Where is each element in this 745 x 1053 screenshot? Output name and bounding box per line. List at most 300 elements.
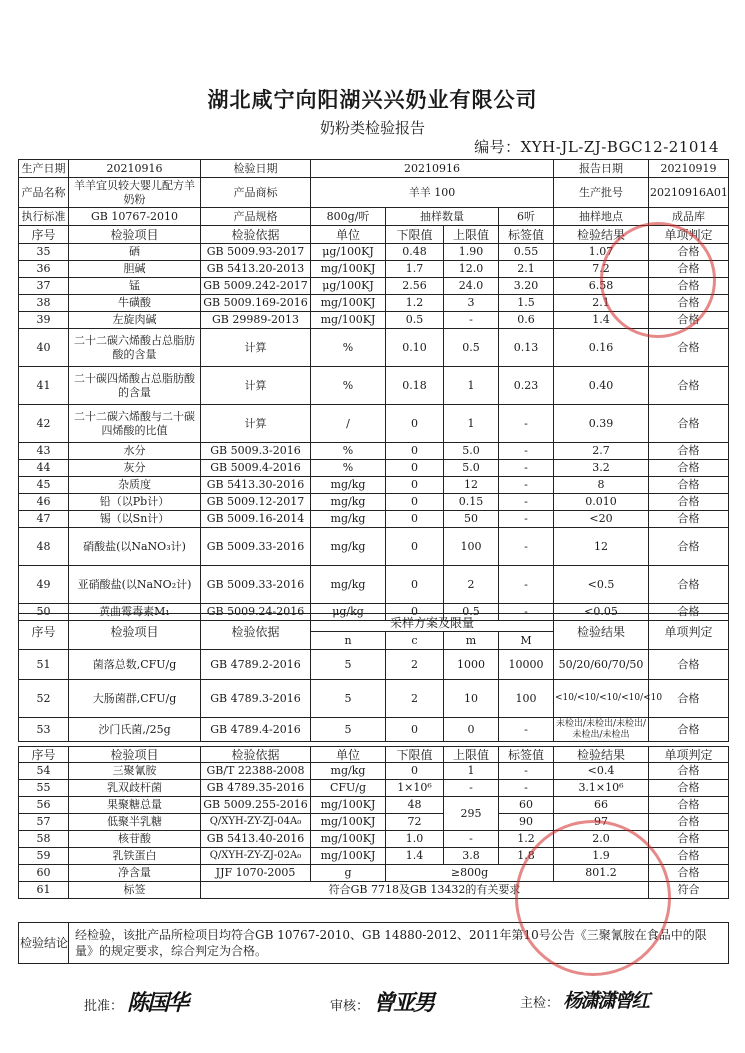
row-item: 菌落总数,CFU/g: [69, 650, 201, 680]
row-unit: %: [311, 460, 386, 477]
table-row: [19, 460, 729, 477]
row-label: -: [499, 528, 554, 566]
col-no: 序号: [19, 226, 69, 244]
table-row: [19, 566, 729, 604]
micro-rows: [19, 650, 729, 742]
row-verdict: 合格: [649, 443, 729, 460]
row-upper: 12.0: [444, 261, 499, 278]
row-item: 大肠菌群,CFU/g: [69, 680, 201, 718]
row-label: -: [499, 763, 554, 780]
row-upper: 5.0: [444, 443, 499, 460]
row-verdict: 合格: [649, 528, 729, 566]
row-basis: GB 5009.33-2016: [201, 528, 311, 566]
row-c: 0: [386, 718, 444, 742]
table-row: [19, 477, 729, 494]
row-item: 灰分: [69, 460, 201, 477]
review-signature: 曾亚男: [373, 990, 434, 1016]
info-row-2: [19, 178, 729, 208]
row-item: 核苷酸: [69, 831, 201, 848]
row-no: 56: [19, 797, 69, 814]
test-block: [520, 986, 648, 1013]
micro-header-1: [19, 614, 729, 632]
row-label: 90: [499, 814, 554, 831]
row-no: 57: [19, 814, 69, 831]
row-m: 10: [444, 680, 499, 718]
row-result: 1.07: [554, 244, 649, 261]
row-verdict: 合格: [649, 780, 729, 797]
col-label: 标签值: [499, 747, 554, 763]
table-row: [19, 831, 729, 848]
row-item: 铅（以Pb计）: [69, 494, 201, 511]
row-basis: GB 5009.24-2016: [201, 604, 311, 621]
row-upper: 24.0: [444, 278, 499, 295]
row-item: 净含量: [69, 865, 201, 882]
row-label: -: [499, 460, 554, 477]
row-unit: μg/kg: [311, 604, 386, 621]
row-upper: 1: [444, 367, 499, 405]
row-result: <10/<10/<10/<10/<10: [554, 680, 649, 718]
row-verdict: 合格: [649, 650, 729, 680]
row-basis: GB 5009.242-2017: [201, 278, 311, 295]
row-no: 45: [19, 477, 69, 494]
row-lower: 0: [386, 494, 444, 511]
micro-col-item: 检验项目: [69, 614, 201, 650]
row-result: 2.1: [554, 295, 649, 312]
row-lower: 0: [386, 528, 444, 566]
row-unit: μg/100KJ: [311, 244, 386, 261]
row-item: 标签: [69, 882, 201, 899]
col-unit: 单位: [311, 226, 386, 244]
row-lower: 0.10: [386, 329, 444, 367]
row-unit: mg/100KJ: [311, 848, 386, 865]
row-basis: GB 5009.33-2016: [201, 566, 311, 604]
row-upper: 0.15: [444, 494, 499, 511]
row-limit: ≥800g: [386, 865, 554, 882]
row-basis: GB 5413.20-2013: [201, 261, 311, 278]
row-verdict: 合格: [649, 718, 729, 742]
row-item: 锡（以Sn计）: [69, 511, 201, 528]
prod-date-label: 生产日期: [19, 160, 69, 178]
row-lower: 0: [386, 604, 444, 621]
row-M: 100: [499, 680, 554, 718]
row-unit: mg/100KJ: [311, 831, 386, 848]
row-upper: 0.5: [444, 604, 499, 621]
row-basis: GB 5413.40-2016: [201, 831, 311, 848]
row-upper: 0.5: [444, 329, 499, 367]
table-row: [19, 528, 729, 566]
row-lower: 0: [386, 460, 444, 477]
row-label: 0.13: [499, 329, 554, 367]
product-name: 羊羊宜贝较大婴儿配方羊奶粉: [69, 178, 201, 208]
row-no: 47: [19, 511, 69, 528]
table-row: [19, 680, 729, 718]
test-date: 20210916: [311, 160, 554, 178]
row-no: 52: [19, 680, 69, 718]
row-unit: mg/100KJ: [311, 312, 386, 329]
col-label: 标签值: [499, 226, 554, 244]
row-unit: mg/kg: [311, 494, 386, 511]
table-row: [19, 367, 729, 405]
row-lower: 0: [386, 763, 444, 780]
row-unit: mg/kg: [311, 566, 386, 604]
row-item: 二十二碳六烯酸占总脂肪酸的含量: [69, 329, 201, 367]
row-item: 二十二碳六烯酸与二十碳四烯酸的比值: [69, 405, 201, 443]
row-verdict: 合格: [649, 511, 729, 528]
spec-label: 产品规格: [201, 208, 311, 226]
sample-loc-label: 抽样地点: [554, 208, 649, 226]
col-upper: 上限值: [444, 747, 499, 763]
row-basis: GB 5413.30-2016: [201, 477, 311, 494]
row-M: 10000: [499, 650, 554, 680]
row-basis: GB 5009.12-2017: [201, 494, 311, 511]
test-label: 主检：: [520, 996, 560, 1011]
row-label: 0.55: [499, 244, 554, 261]
micro-col-m: m: [444, 632, 499, 650]
table-row: [19, 650, 729, 680]
row-basis: GB 29989-2013: [201, 312, 311, 329]
row-label: 1.2: [499, 831, 554, 848]
col-result: 检验结果: [554, 747, 649, 763]
row-result: 7.2: [554, 261, 649, 278]
standard-label: 执行标准: [19, 208, 69, 226]
row-result: 50/20/60/70/50: [554, 650, 649, 680]
row-item: 果聚糖总量: [69, 797, 201, 814]
row-verdict: 合格: [649, 763, 729, 780]
row-unit: mg/kg: [311, 511, 386, 528]
prod-date: 20210916: [69, 160, 201, 178]
col-basis: 检验依据: [201, 226, 311, 244]
row-M: -: [499, 718, 554, 742]
row-no: 49: [19, 566, 69, 604]
row-unit: mg/kg: [311, 763, 386, 780]
row-basis: JJF 1070-2005: [201, 865, 311, 882]
row-no: 38: [19, 295, 69, 312]
row-unit: mg/100KJ: [311, 261, 386, 278]
row-label: 2.1: [499, 261, 554, 278]
table-row: [19, 405, 729, 443]
row-no: 37: [19, 278, 69, 295]
test-rows: [19, 244, 729, 621]
row-verdict: 合格: [649, 405, 729, 443]
approve-label: 批准：: [84, 999, 124, 1014]
row-no: 35: [19, 244, 69, 261]
row-upper: 3: [444, 295, 499, 312]
row-lower: 0: [386, 477, 444, 494]
row-c: 2: [386, 650, 444, 680]
row-verdict: 合格: [649, 680, 729, 718]
col-upper: 上限值: [444, 226, 499, 244]
company-name: 湖北咸宁向阳湖兴兴奶业有限公司: [207, 88, 538, 112]
row-desc: 符合GB 7718及GB 13432的有关要求: [201, 882, 649, 899]
row-upper: -: [444, 831, 499, 848]
review-label: 审核：: [330, 999, 370, 1014]
row-lower: 1.4: [386, 848, 444, 865]
extra-items-table: [18, 746, 729, 899]
row-n: 5: [311, 650, 386, 680]
row-no: 36: [19, 261, 69, 278]
row-no: 53: [19, 718, 69, 742]
row-basis: GB 5009.255-2016: [201, 797, 311, 814]
row-unit: mg/100KJ: [311, 797, 386, 814]
row-lower: 1.7: [386, 261, 444, 278]
signature-row: [18, 958, 728, 1028]
row-lower: 1.0: [386, 831, 444, 848]
row-verdict: 合格: [649, 244, 729, 261]
row-lower: 0: [386, 511, 444, 528]
row-unit: %: [311, 329, 386, 367]
row-no: 40: [19, 329, 69, 367]
row-verdict: 合格: [649, 278, 729, 295]
row-label: 3.20: [499, 278, 554, 295]
micro-col-n: n: [311, 632, 386, 650]
row-upper: 2: [444, 566, 499, 604]
micro-col-verdict: 单项判定: [649, 614, 729, 650]
row-no: 58: [19, 831, 69, 848]
col-unit: 单位: [311, 747, 386, 763]
row-basis: Q/XYH-ZY-ZJ-04A₀: [201, 814, 311, 831]
row-c: 2: [386, 680, 444, 718]
row-lower: 0: [386, 405, 444, 443]
row-item: 三聚氰胺: [69, 763, 201, 780]
row-label: -: [499, 477, 554, 494]
row-result: 1.4: [554, 312, 649, 329]
sample-qty-label: 抽样数量: [386, 208, 499, 226]
row-result: <0.4: [554, 763, 649, 780]
row-basis: GB 4789.35-2016: [201, 780, 311, 797]
col-item: 检验项目: [69, 747, 201, 763]
row-basis: GB 4789.2-2016: [201, 650, 311, 680]
row-verdict: 合格: [649, 814, 729, 831]
row-label: 1.8: [499, 848, 554, 865]
col-lower: 下限值: [386, 747, 444, 763]
product-name-label: 产品名称: [19, 178, 69, 208]
table-row: [19, 443, 729, 460]
info-row-3: [19, 208, 729, 226]
row-result: 3.2: [554, 460, 649, 477]
col-lower: 下限值: [386, 226, 444, 244]
col-verdict: 单项判定: [649, 747, 729, 763]
row-unit: %: [311, 443, 386, 460]
row-label: -: [499, 780, 554, 797]
row-item: 黄曲霉毒素M₁: [69, 604, 201, 621]
row-result: 0.40: [554, 367, 649, 405]
row-item: 杂质度: [69, 477, 201, 494]
table-row: [19, 295, 729, 312]
table-row: [19, 780, 729, 797]
standard: GB 10767-2010: [69, 208, 201, 226]
row-basis: 计算: [201, 329, 311, 367]
micro-col-M: M: [499, 632, 554, 650]
col-no: 序号: [19, 747, 69, 763]
row-result: 801.2: [554, 865, 649, 882]
table-row: [19, 261, 729, 278]
micro-col-no: 序号: [19, 614, 69, 650]
row-upper: 5.0: [444, 460, 499, 477]
row-upper: 50: [444, 511, 499, 528]
row-basis: GB 5009.169-2016: [201, 295, 311, 312]
conclusion-label: 检验结论: [19, 923, 69, 964]
row-basis: 计算: [201, 405, 311, 443]
row-lower: 72: [386, 814, 444, 831]
table-row: [19, 329, 729, 367]
report-date-label: 报告日期: [554, 160, 649, 178]
brand: 羊羊 100: [311, 178, 554, 208]
row-verdict: 合格: [649, 367, 729, 405]
table-row: [19, 718, 729, 742]
row-result: 未检出/未检出/未检出/未检出/未检出: [554, 718, 649, 742]
row-unit: %: [311, 367, 386, 405]
row-m: 1000: [444, 650, 499, 680]
row-item: 硝酸盐(以NaNO₃计): [69, 528, 201, 566]
row-unit: mg/kg: [311, 477, 386, 494]
row-no: 39: [19, 312, 69, 329]
row-result: 1.9: [554, 848, 649, 865]
row-basis: 计算: [201, 367, 311, 405]
test-date-label: 检验日期: [201, 160, 311, 178]
row-label: -: [499, 511, 554, 528]
conclusion-text: 经检验，该批产品所检项目均符合GB 10767-2010、GB 14880-2012、2011年第10号公告《三聚氰胺在食品中的限量》的规定要求，综合判定为合格。: [69, 923, 729, 964]
row-verdict: 合格: [649, 831, 729, 848]
col-item: 检验项目: [69, 226, 201, 244]
row-verdict: 合格: [649, 865, 729, 882]
row-n: 5: [311, 718, 386, 742]
row-label: -: [499, 566, 554, 604]
row-lower: 0.18: [386, 367, 444, 405]
row-no: 48: [19, 528, 69, 566]
table-row: [19, 848, 729, 865]
row-unit: mg/100KJ: [311, 295, 386, 312]
row-verdict: 合格: [649, 329, 729, 367]
row-item: 牛磺酸: [69, 295, 201, 312]
table-row: [19, 511, 729, 528]
row-result: 12: [554, 528, 649, 566]
row-result: <20: [554, 511, 649, 528]
row-verdict: 合格: [649, 312, 729, 329]
info-and-test-table: [18, 159, 729, 621]
row-upper: 100: [444, 528, 499, 566]
row-result: <0.5: [554, 566, 649, 604]
row-basis: GB 5009.16-2014: [201, 511, 311, 528]
row-result: 2.7: [554, 443, 649, 460]
row-basis: GB 5009.93-2017: [201, 244, 311, 261]
row-lower: 0: [386, 566, 444, 604]
row-upper: 3.8: [444, 848, 499, 865]
row-result: 3.1×10⁶: [554, 780, 649, 797]
row-verdict: 合格: [649, 566, 729, 604]
row-verdict: 合格: [649, 494, 729, 511]
table-row: [19, 814, 729, 831]
row-basis: GB/T 22388-2008: [201, 763, 311, 780]
table-row: [19, 865, 729, 882]
row-no: 46: [19, 494, 69, 511]
row-item: 胆碱: [69, 261, 201, 278]
brand-label: 产品商标: [201, 178, 311, 208]
approve-signature: 陈国华: [127, 990, 188, 1016]
row-verdict: 合格: [649, 604, 729, 621]
row-result: <0.05: [554, 604, 649, 621]
table-row: [19, 882, 729, 899]
sample-loc: 成品库: [649, 208, 729, 226]
report-number: 编号：XYH-JL-ZJ-BGC12-21014: [474, 138, 719, 156]
row-result: 0.010: [554, 494, 649, 511]
row-unit: CFU/g: [311, 780, 386, 797]
row-basis: GB 5009.4-2016: [201, 460, 311, 477]
table-row: [19, 797, 729, 814]
row-no: 55: [19, 780, 69, 797]
row-label: 60: [499, 797, 554, 814]
row-result: 97: [554, 814, 649, 831]
row-result: 66: [554, 797, 649, 814]
micro-col-result: 检验结果: [554, 614, 649, 650]
row-result: 0.16: [554, 329, 649, 367]
micro-table: [18, 613, 729, 742]
row-label: -: [499, 405, 554, 443]
row-basis: Q/XYH-ZY-ZJ-02A₀: [201, 848, 311, 865]
row-item: 乳铁蛋白: [69, 848, 201, 865]
micro-col-plan: 采样方案及限量: [311, 614, 554, 632]
row-unit: mg/100KJ: [311, 814, 386, 831]
row-label: -: [499, 443, 554, 460]
row-no: 43: [19, 443, 69, 460]
row-lower: 1×10⁶: [386, 780, 444, 797]
row-lower: 48: [386, 797, 444, 814]
row-item: 左旋肉碱: [69, 312, 201, 329]
extra-header: [19, 747, 729, 763]
table-row: [19, 278, 729, 295]
row-label: -: [499, 604, 554, 621]
row-lower: 0: [386, 443, 444, 460]
row-no: 59: [19, 848, 69, 865]
row-m: 0: [444, 718, 499, 742]
report-date: 20210919: [649, 160, 729, 178]
row-verdict: 合格: [649, 295, 729, 312]
row-item: 乳双歧杆菌: [69, 780, 201, 797]
col-result: 检验结果: [554, 226, 649, 244]
table-row: [19, 763, 729, 780]
row-verdict: 符合: [649, 882, 729, 899]
row-result: 0.39: [554, 405, 649, 443]
row-lower: 0.48: [386, 244, 444, 261]
row-item: 锰: [69, 278, 201, 295]
row-label: 0.6: [499, 312, 554, 329]
row-no: 44: [19, 460, 69, 477]
row-no: 54: [19, 763, 69, 780]
row-result: 6.58: [554, 278, 649, 295]
row-upper: -: [444, 780, 499, 797]
micro-col-basis: 检验依据: [201, 614, 311, 650]
approve-block: [84, 986, 187, 1017]
row-item: 二十碳四烯酸占总脂肪酸的含量: [69, 367, 201, 405]
row-basis: GB 4789.3-2016: [201, 680, 311, 718]
spec: 800g/听: [311, 208, 386, 226]
row-item: 硒: [69, 244, 201, 261]
row-basis: GB 5009.3-2016: [201, 443, 311, 460]
test-table-header: [19, 226, 729, 244]
row-unit: /: [311, 405, 386, 443]
row-lower: 0.5: [386, 312, 444, 329]
row-basis: GB 4789.4-2016: [201, 718, 311, 742]
sample-qty: 6听: [499, 208, 554, 226]
row-label: 0.23: [499, 367, 554, 405]
batch-label: 生产批号: [554, 178, 649, 208]
review-block: [330, 986, 433, 1017]
row-upper: 1.90: [444, 244, 499, 261]
row-unit: mg/kg: [311, 528, 386, 566]
row-item: 水分: [69, 443, 201, 460]
row-upper: 1: [444, 405, 499, 443]
row-no: 51: [19, 650, 69, 680]
row-unit: μg/100KJ: [311, 278, 386, 295]
